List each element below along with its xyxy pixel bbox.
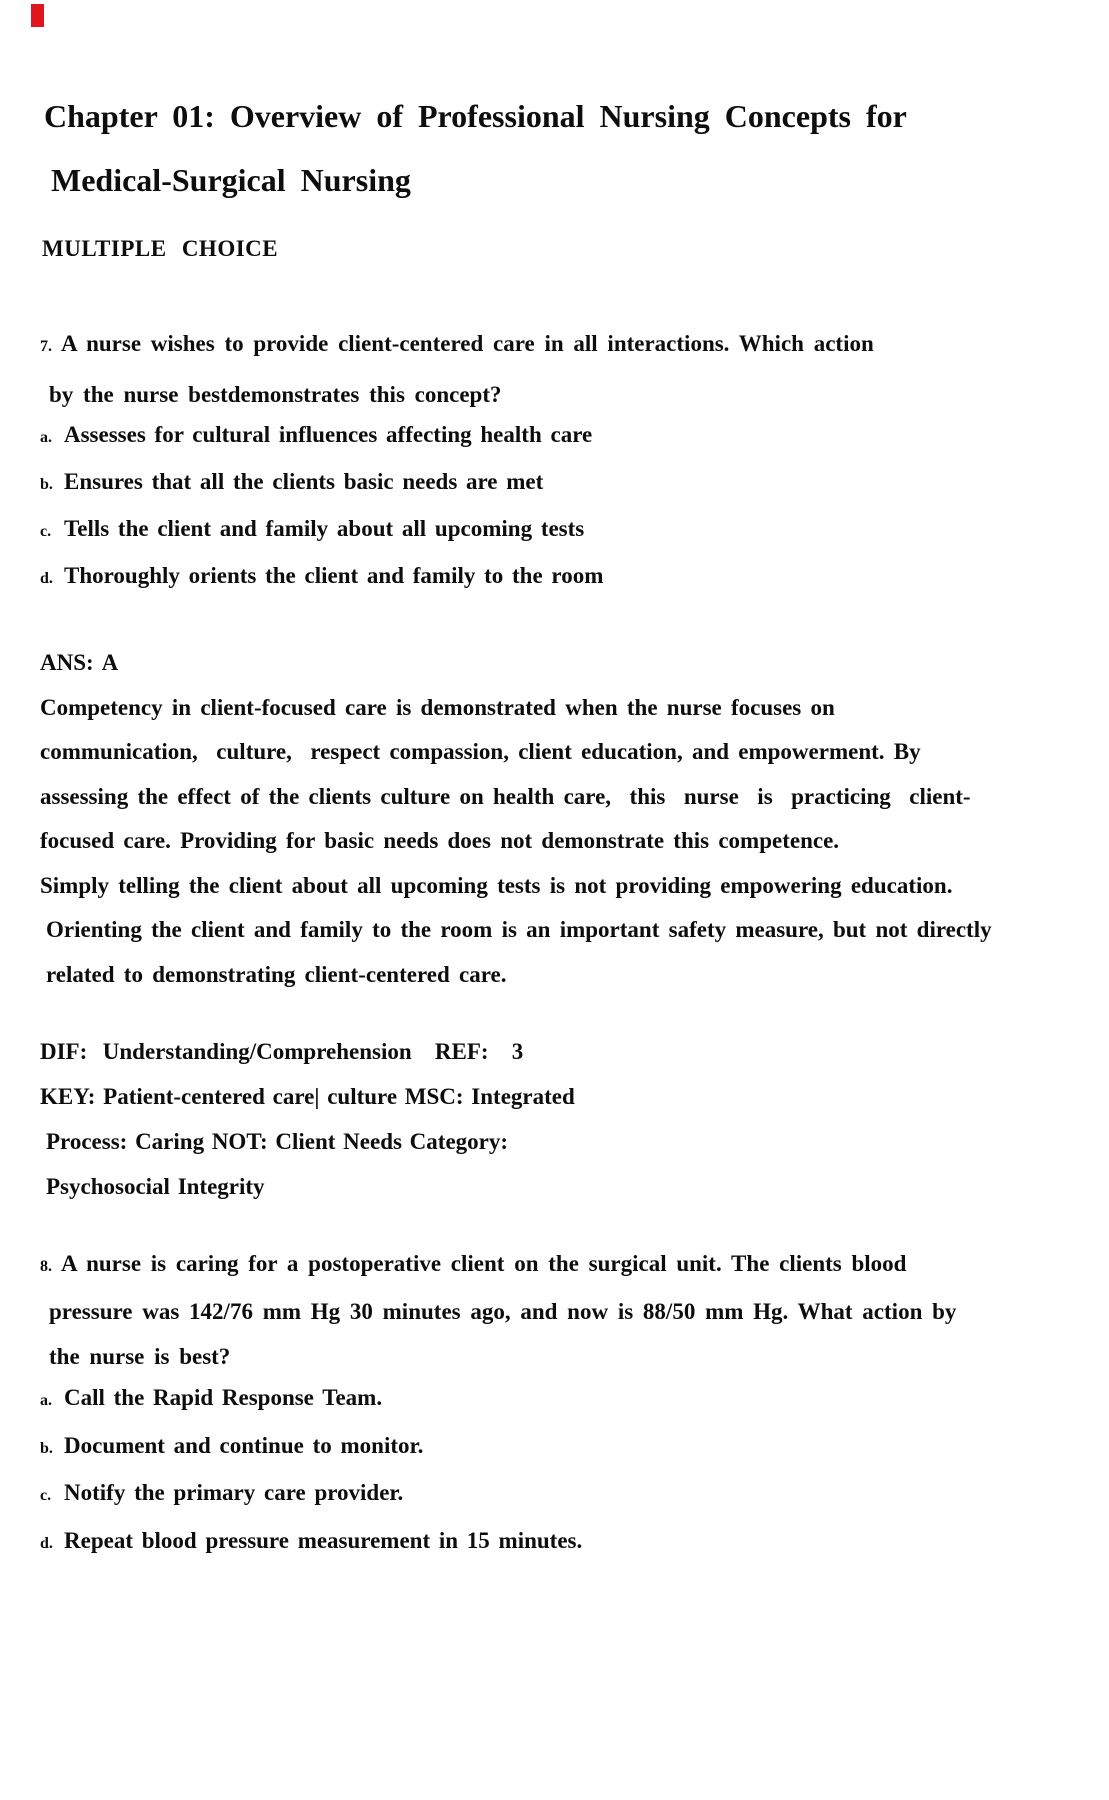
- question-stem-line: [40, 1241, 1069, 1289]
- red-mark: [31, 4, 44, 27]
- option-letter: d.: [40, 570, 53, 587]
- option-letter: b.: [40, 476, 53, 493]
- option-text: Notify the primary care provider.: [64, 1480, 404, 1505]
- section-heading: MULTIPLE CHOICE: [42, 236, 279, 261]
- option-text: Repeat blood pressure measurement in 15 minutes.: [64, 1527, 583, 1553]
- option-text: Call the Rapid Response Team.: [64, 1385, 383, 1410]
- option-row: [40, 1519, 1069, 1567]
- option-text: Assesses for cultural influences affecting health care: [64, 422, 593, 447]
- question-stem-line: [40, 371, 1069, 419]
- option-letter: a.: [40, 1392, 52, 1409]
- metadata-line: DIF: Understanding/Comprehension REF: 3: [40, 1039, 524, 1064]
- stem-text: A nurse wishes to provide client-centered care in all interactions. Which action: [61, 331, 874, 356]
- metadata-line: KEY: Patient-centered care| culture MSC: Integrated: [40, 1084, 575, 1109]
- question-8-stem: [40, 1241, 1069, 1379]
- answer-line: ANS: A: [40, 650, 119, 675]
- stem-text: the nurse is best?: [49, 1344, 231, 1369]
- option-letter: b.: [40, 1439, 53, 1457]
- question-stem-line: [40, 320, 1069, 371]
- question-8-options: [40, 1376, 1069, 1566]
- option-row: [40, 1471, 1069, 1519]
- rationale-line: Simply telling the client about all upcoming tests is not providing empowering education.: [40, 872, 953, 898]
- option-row: [40, 1376, 1069, 1424]
- question-stem-line: [40, 1289, 1069, 1334]
- question-number: 8.: [40, 1258, 52, 1275]
- title-line: Chapter 01: Overview of Professional Nursing Concepts for: [44, 98, 907, 134]
- option-text: Tells the client and family about all upcoming tests: [64, 516, 585, 541]
- option-row: [40, 1424, 1069, 1472]
- rationale-line: assessing the effect of the clients culture on health care, this nurse is practicing client-: [40, 783, 971, 809]
- option-row: [40, 413, 1069, 460]
- document-title: [44, 84, 1069, 212]
- stem-text: pressure was 142/76 mm Hg 30 minutes ago, and now is 88/50 mm Hg. What action by: [49, 1299, 957, 1324]
- question-7-metadata: [40, 1029, 1069, 1209]
- metadata-line: Psychosocial Integrity: [46, 1174, 265, 1199]
- rationale-line: communication, culture, respect compassion, client education, and empowerment. By: [40, 739, 921, 764]
- question-number: 7.: [40, 338, 52, 355]
- stem-text: A nurse is caring for a postoperative client on the surgical unit. The clients blood: [61, 1251, 907, 1276]
- option-row: [40, 554, 1069, 601]
- option-letter: a.: [40, 429, 52, 446]
- option-row: [40, 507, 1069, 554]
- rationale-line: Orienting the client and family to the room is an important safety measure, but not directly: [46, 917, 992, 942]
- option-text: Thoroughly orients the client and family to the room: [64, 563, 604, 588]
- option-letter: d.: [40, 1534, 53, 1552]
- rationale-line: related to demonstrating client-centered care.: [46, 961, 507, 987]
- question-7-options: [40, 413, 1069, 601]
- rationale-line: Competency in client-focused care is demonstrated when the nurse focuses on: [40, 694, 835, 720]
- option-letter: c.: [40, 1487, 52, 1504]
- option-text: Ensures that all the clients basic needs are met: [64, 469, 544, 494]
- option-letter: c.: [40, 523, 52, 540]
- rationale-line: focused care. Providing for basic needs does not demonstrate this competence.: [40, 828, 840, 853]
- question-stem-line: [40, 1334, 1069, 1379]
- question-7-stem: [40, 320, 1069, 419]
- option-text: Document and continue to monitor.: [64, 1432, 424, 1458]
- question-7-answer: [40, 641, 1069, 997]
- stem-text: by the nurse bestdemonstrates this concept?: [49, 382, 502, 407]
- title-line: Medical-Surgical Nursing: [51, 162, 411, 198]
- option-row: [40, 460, 1069, 507]
- metadata-line: Process: Caring NOT: Client Needs Category:: [46, 1129, 509, 1154]
